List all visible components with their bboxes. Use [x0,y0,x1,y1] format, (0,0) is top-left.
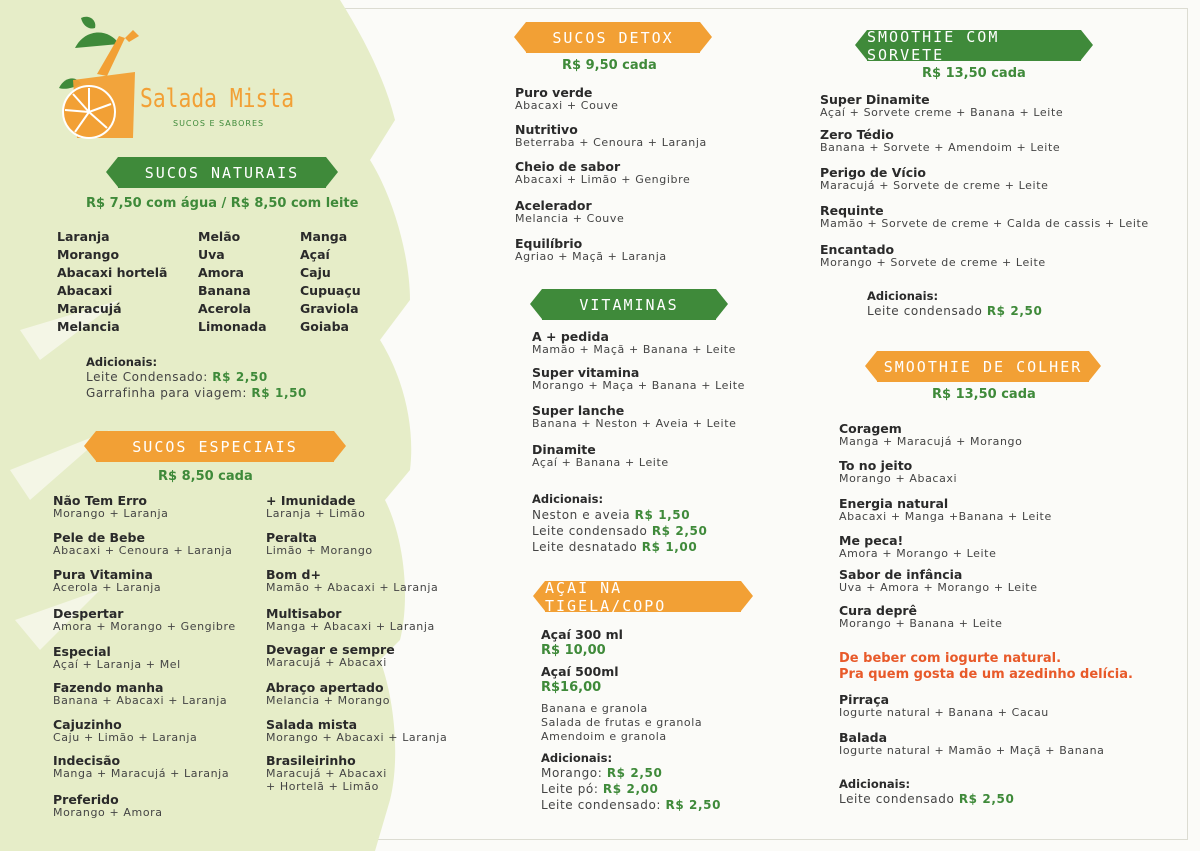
especial-item [266,494,365,521]
item-name: To no jeito [839,458,913,473]
item-desc: Limão + Morango [266,544,373,558]
adicional-price: R$ 2,50 [651,524,708,538]
item-name: Indecisão [53,753,121,768]
item-name: A + pedida [532,329,609,344]
especial-item [53,494,168,521]
acai-adicional [541,766,662,780]
item-desc: Maracujá + Abacaxi [266,656,387,670]
flavor-item: Abacaxi [57,283,113,298]
adicional-price: R$ 1,00 [641,540,698,554]
especial-item [53,793,163,820]
item-desc: Morango + Maça + Banana + Leite [532,379,745,393]
item-desc: Amora + Morango + Leite [839,547,997,561]
especial-item [266,531,373,558]
item-desc: Laranja + Limão [266,507,366,521]
acai-size-500: Açaí 500ml [541,664,619,679]
item-desc: Manga + Maracujá + Laranja [53,767,230,781]
item-name: Bom d+ [266,567,321,582]
adicional-text: Leite pó: [541,782,599,796]
item-name: Equilíbrio [515,236,583,251]
naturais-adicional [86,370,268,384]
item-name: Especial [53,644,111,659]
item-desc: Morango + Amora [53,806,163,820]
item-name: Cajuzinho [53,717,122,732]
colher-adicionais-label: Adicionais: [839,777,911,791]
sucos-detox-price: R$ 9,50 cada [562,58,657,73]
item-desc: Mamão + Abacaxi + Laranja [266,581,439,595]
acai-option: Salada de frutas e granola [541,716,703,729]
sucos-detox-banner: SUCOS DETOX [526,22,700,53]
item-name: Super vitamina [532,365,640,380]
flavor-item: Banana [198,283,251,298]
especial-item [53,531,233,558]
acai-price-500: R$16,00 [541,680,602,695]
sorvete-item [820,166,1049,193]
sorvete-item [820,128,1060,155]
acai-option: Amendoim e granola [541,730,667,743]
especial-item [266,754,387,794]
vitaminas-adicional [532,508,690,522]
adicional-text: Garrafinha para viagem: [86,386,247,400]
acai-adicional [541,798,721,812]
adicional-text: Leite Condensado: [86,370,208,384]
item-name: Cheio de sabor [515,159,621,174]
flavor-item: Goiaba [300,319,349,334]
item-name: Perigo de Vício [820,165,926,180]
especial-item [266,568,438,595]
item-desc: Banana + Sorvete + Amendoim + Leite [820,141,1061,155]
especial-item [53,645,181,672]
item-desc: Caju + Limão + Laranja [53,731,198,745]
item-name: Salada mista [266,717,358,732]
especial-item [266,643,395,670]
adicional-price: R$ 2,50 [212,370,268,384]
adicional-text: Leite condensado [867,304,983,318]
acai-option: Banana e granola [541,702,648,715]
item-desc: Morango + Abacaxi [839,472,958,486]
flavor-item: Abacaxi hortelã [57,265,168,280]
adicional-price: R$ 1,50 [634,508,691,522]
adicional-price: R$ 2,50 [958,792,1015,806]
item-desc: Agriao + Maçã + Laranja [515,250,667,264]
item-desc: Mamão + Maçã + Banana + Leite [532,343,737,357]
acai-adicionais-label: Adicionais: [541,751,613,765]
smoothie-colher-price: R$ 13,50 cada [932,387,1036,402]
acai-adicional [541,782,659,796]
vitamina-item [532,330,736,357]
colher-item [839,604,1003,631]
flavor-item: Cupuaçu [300,283,361,298]
item-name: Me peca! [839,533,904,548]
adicional-price: R$ 2,50 [986,304,1043,318]
flavor-item: Graviola [300,301,359,316]
flavor-item: Uva [198,247,225,262]
especial-item [53,718,197,745]
item-desc: Amora + Morango + Gengibre [53,620,236,634]
item-name: Abraço apertado [266,680,384,695]
item-name: Super lanche [532,403,625,418]
especial-item [266,607,435,634]
item-name: Requinte [820,203,884,218]
iogurte-note-line: Pra quem gosta de um azedinho delícia. [839,667,1133,682]
flavor-item: Amora [198,265,244,280]
sucos-naturais-price: R$ 7,50 com água / R$ 8,50 com leite [86,196,359,211]
detox-item [515,86,618,113]
item-name: Zero Tédio [820,127,894,142]
item-name: Despertar [53,606,124,621]
adicional-text: Leite desnatado [532,540,638,554]
iogurte-item [839,731,1105,758]
especial-item [53,607,236,634]
sucos-naturais-banner: SUCOS NATURAIS [118,157,326,188]
item-name: Não Tem Erro [53,493,148,508]
adicional-text: Neston e aveia [532,508,631,522]
naturais-col1 [57,228,167,336]
item-name: Devagar e sempre [266,642,395,657]
item-name: + Imunidade [266,493,356,508]
item-name: Balada [839,730,888,745]
item-desc: Mamão + Sorvete de creme + Calda de cassis + Leite [820,217,1149,231]
detox-item [515,237,667,264]
item-name: Preferido [53,792,119,807]
smoothie-sorvete-price: R$ 13,50 cada [922,66,1026,81]
colher-item [839,497,1052,524]
item-name: Brasileirinho [266,753,356,768]
sorvete-adicional [867,304,1042,318]
item-name: Dinamite [532,442,596,457]
flavor-item: Melão [198,229,241,244]
item-desc: Açaí + Sorvete creme + Banana + Leite [820,106,1064,120]
item-desc: Maracujá + Abacaxi [266,767,387,781]
item-desc: Melancia + Couve [515,212,625,226]
especial-item [266,718,447,745]
item-desc: Iogurte natural + Mamão + Maçã + Banana [839,744,1105,758]
item-desc: Banana + Abacaxi + Laranja [53,694,228,708]
acai-size-300: Açaí 300 ml [541,627,623,642]
brand-tagline: SUCOS E SABORES [173,119,265,128]
smoothie-sorvete-banner: SMOOTHIE COM SORVETE [867,30,1081,61]
iogurte-note [839,651,1133,683]
naturais-adicionais-label: Adicionais: [86,355,158,369]
flavor-item: Morango [57,247,120,262]
item-name: Pirraça [839,692,890,707]
item-desc: Abacaxi + Couve [515,99,619,113]
item-name: Fazendo manha [53,680,164,695]
item-desc: Uva + Amora + Morango + Leite [839,581,1038,595]
item-desc: Açaí + Banana + Leite [532,456,669,470]
vitaminas-banner: VITAMINAS [542,289,716,320]
item-name: Energia natural [839,496,949,511]
item-desc: + Hortelã + Limão [266,780,379,794]
vitamina-item [532,366,745,393]
detox-item [515,123,707,150]
item-name: Cura deprê [839,603,918,618]
detox-item [515,160,690,187]
item-desc: Abacaxi + Manga +Banana + Leite [839,510,1052,524]
item-desc: Morango + Banana + Leite [839,617,1003,631]
especial-item [53,681,227,708]
naturais-adicional [86,386,307,400]
vitamina-item [532,443,669,470]
sucos-especiais-banner: SUCOS ESPECIAIS [96,431,334,462]
item-name: Pura Vitamina [53,567,153,582]
vitaminas-adicionais-label: Adicionais: [532,492,604,506]
item-name: Puro verde [515,85,593,100]
acai-banner: AÇAI NA TIGELA/COPO [545,581,741,612]
especial-item [266,681,390,708]
item-name: Pele de Bebe [53,530,145,545]
iogurte-item [839,693,1049,720]
item-desc: Acerola + Laranja [53,581,162,595]
vitaminas-adicional [532,540,697,554]
item-name: Peralta [266,530,317,545]
colher-item [839,568,1038,595]
sucos-especiais-price: R$ 8,50 cada [158,469,253,484]
adicional-price: R$ 2,00 [602,782,659,796]
item-desc: Manga + Maracujá + Morango [839,435,1023,449]
flavor-item: Acerola [198,301,252,316]
colher-item [839,422,1022,449]
adicional-text: Leite condensado: [541,798,662,812]
sorvete-item [820,204,1149,231]
naturais-col2 [198,228,267,336]
brand-name: Salada Mista [140,84,295,114]
item-desc: Maracujá + Sorvete de creme + Leite [820,179,1049,193]
detox-item [515,199,624,226]
item-desc: Manga + Abacaxi + Laranja [266,620,435,634]
item-name: Nutritivo [515,122,578,137]
acai-price-300: R$ 10,00 [541,643,606,658]
item-name: Multisabor [266,606,342,621]
item-desc: Morango + Laranja [53,507,169,521]
adicional-text: Leite condensado [839,792,955,806]
item-name: Sabor de infância [839,567,963,582]
adicional-price: R$ 2,50 [665,798,722,812]
flavor-item: Manga [300,229,348,244]
flavor-item: Caju [300,265,331,280]
iogurte-note-line: De beber com iogurte natural. [839,651,1062,666]
naturais-col3 [300,228,361,336]
item-desc: Açaí + Laranja + Mel [53,658,181,672]
sorvete-adicionais-label: Adicionais: [867,289,939,303]
especial-item [53,754,229,781]
colher-item [839,534,996,561]
flavor-item: Açaí [300,247,330,262]
flavor-item: Maracujá [57,301,122,316]
item-desc: Abacaxi + Limão + Gengibre [515,173,691,187]
adicional-text: Leite condensado [532,524,648,538]
item-desc: Morango + Abacaxi + Laranja [266,731,448,745]
acai-options [541,702,702,744]
item-name: Coragem [839,421,902,436]
smoothie-colher-banner: SMOOTHIE DE COLHER [877,351,1089,382]
item-desc: Abacaxi + Cenoura + Laranja [53,544,233,558]
item-desc: Banana + Neston + Aveia + Leite [532,417,737,431]
item-desc: Morango + Sorvete de creme + Leite [820,256,1046,270]
item-desc: Beterraba + Cenoura + Laranja [515,136,707,150]
adicional-price: R$ 2,50 [606,766,663,780]
flavor-item: Laranja [57,229,110,244]
adicional-price: R$ 1,50 [251,386,307,400]
sorvete-item [820,93,1063,120]
item-name: Acelerador [515,198,592,213]
sorvete-item [820,243,1046,270]
colher-adicional [839,792,1014,806]
colher-item [839,459,957,486]
vitamina-item [532,404,736,431]
item-name: Encantado [820,242,895,257]
vitaminas-adicional [532,524,707,538]
especial-item [53,568,161,595]
flavor-item: Limonada [198,319,267,334]
flavor-item: Melancia [57,319,120,334]
item-desc: Melancia + Morango [266,694,391,708]
item-desc: Iogurte natural + Banana + Cacau [839,706,1049,720]
adicional-text: Morango: [541,766,603,780]
item-name: Super Dinamite [820,92,930,107]
